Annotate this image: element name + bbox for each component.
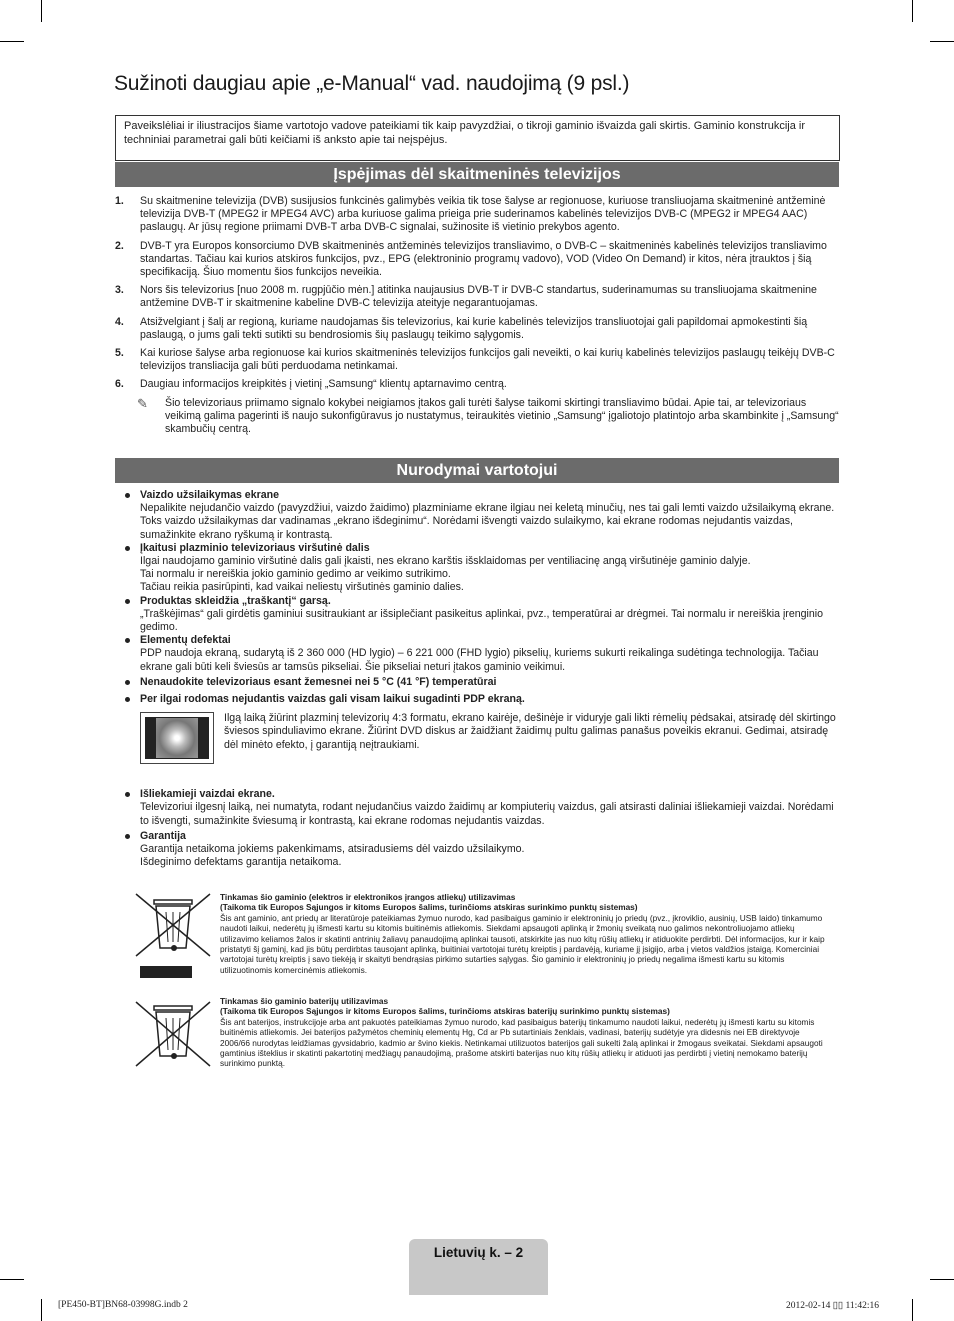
crop-mark [41,1299,42,1321]
bullet-icon [125,697,130,702]
list-item: Vaizdo užsilaikymas ekrane Nepalikite nejudančio vaizdo (pavyzdžiui, vaizdo žaidimo) plazminiame ekrane ilgiau nei keletą minučių, nes tai gali lemti vaizdo užsilaikymą ekrane. Toks vaizdo užsilaikymas dar vadinamas „ekrano išdeginimu“. Norėdami išvengti vaizdo sulaikymo, kai ekrane rodomas nejudantis vaizdas, sumažinkite ekrano ryškumą ir kontrastą. [115,489,839,542]
list-item: 1. Su skaitmenine televizija (DVB) susijusios funkcinės galimybės veikia tik tose šalyse ar regionuose, kuriuose transliuojama skaitmeninė antžeminė televizija DVB-T (MPEG2 ir MPEG4 AVC) arba kuriuose galima prieiga prie suderinamos kabelinės televizijos DVB-C (MPEG2 ir MPEG4 AAC) paslaugų. Ar jūsų regione priimami DVB-T arba DVB-C signalai, sužinosite iš vietinio prekybos agento. [115,195,826,234]
notice-box: Paveikslėliai ir iliustracijos šiame vartotojo vadove pateikiami tik kaip pavyzdžiai, o tikroji gaminio išvaizda gali skirtis. Gaminio konstrukcija ir techniniai parametrai gali būti keičiami iš anksto apie tai neįspėjus. [115,115,840,161]
crossed-bin-icon [130,890,216,982]
user-instructions-list [115,489,839,869]
page-number-tab: Lietuvių k. – 2 [409,1239,548,1295]
list-item: 5. Kai kuriose šalyse arba regionuose kai kurios skaitmeninės televizijos funkcijos gali neveikti, o kai kurių kabelinės televizijos paslaugų teikėjų DVB-C televizijos transliacija gali būti perduodama netinkamai. [115,347,835,373]
weee-battery-text: Tinkamas šio gaminio baterijų utilizavimas (Taikoma tik Europos Sąjungos ir kitoms Europos šalims, turinčioms atskiras baterijų surinkimo punktų sistemas) Šis ant baterijos, instrukcijoje arba ant pakuotės pateikiamas žymuo nurodo, kad pasibaigus baterijų tinkamumo naudoti laikui, nederėtų jų išmesti kartu su kitomis buitinėmis atliekomis. Jei baterijos pažymėtos cheminių elementų Hg, Cd ar Pb sutartiniais ženklais, vadinasi, baterijų sudėtyje yra didesnis nei EB direktyvoje 2006/66 nurodytas leidžiamas gyvsidabrio, kadmio ar švino kiekis. Netinkamai utilizuotos baterijos gali sukelti žalą aplinkai ir žmogaus sveikatai. Siekdami apsaugoti gamtinius išteklius ir skatinti pakartotinį medžiagų panaudojimą, prašome atskirti baterijas nuo kitų rūšių atliekų ir atiduoti jas perdirbti į vietinį nemokamo baterijų surinkimo punktą. [220,996,823,1069]
crop-mark [912,0,913,22]
list-item: Elementų defektai PDP naudoja ekraną, sudarytą iš 2 360 000 (HD lygio) – 6 221 000 (FHD lygio) pikselių, kuriems sukurti reikalinga sudėtinga technologija. Tačiau ekrane gali būti keli šviesūs ar tamsūs pikseliai. Šie pikseliai neturi įtakos gaminio veikimui. [115,634,839,674]
tv-burn-in-illustration [140,712,214,764]
list-item: 3. Nors šis televizorius [nuo 2008 m. rugpjūčio mėn.] atitinka naujausius DVB-T ir DVB-C standartus, suderinamumas su transliuojama skaitmenine antžemine DVB-T ir skaitmenine kabeline DVB-C televizija ateityje negarantuojamas. [115,284,817,310]
list-item: Produktas skleidžia „traškantį“ garsą. „Traškėjimas“ gali girdėtis gaminiui susitraukiant ar išsiplečiant pasikeitus aplinkai, pvz., temperatūrai ar drėgmei. Tai normalu ir nereiškia įrenginio gedimo. [115,595,839,635]
crossed-bin-battery-icon [130,1000,216,1070]
pencil-icon: ✎ [137,395,148,411]
list-item: Per ilgai rodomas nejudantis vaizdas gali visam laikui sugadinti PDP ekraną. [115,693,839,706]
bullet-icon [125,546,130,551]
bullet-icon [125,792,130,797]
bullet-icon [125,680,130,685]
digital-tv-warning-list [115,195,839,436]
section-heading-user-instructions: Nurodymai vartotojui [115,458,839,483]
bullet-icon [125,599,130,604]
crop-mark [0,1279,24,1280]
footer-file-name: [PE450-BT]BN68-03998G.indb 2 [58,1300,188,1310]
list-item: Įkaitusi plazminio televizoriaus viršutinė dalis Ilgai naudojamo gaminio viršutinė dalis gali įkaisti, nes ekrano karštis išsklaidomas per ventiliacinę angą viršutinėje gaminio dalyje. Tai normalu ir nereiškia jokio gaminio gedimo ar veikimo sutrikimo. Tačiau reikia pasirūpinti, kad vaikai neliestų viršutinės gaminio dalies. [115,542,839,595]
list-item: 6. Daugiau informacijos kreipkitės į vietinį „Samsung“ klientų aptarnavimo centrą. [115,378,507,391]
crop-mark [41,0,42,22]
list-item: Išliekamieji vaizdai ekrane. Televizoriui ilgesnį laiką, nei numatyta, rodant nejudančius vaizdo žaidimų ar kompiuterių vaizdus, gali atsirasti daliniai išliekamieji vaizdai. Norėdami to išvengti, sumažinkite šviesumą ir kontrastą, kai ekrane rodomas nejudantis vaizdas. [115,788,839,828]
crop-mark [930,1279,954,1280]
section-heading-digital-tv: Įspėjimas dėl skaitmeninės televizijos [115,162,839,187]
crop-mark [0,41,24,42]
list-item: 4. Atsižvelgiant į šalį ar regioną, kuriame naudojamas šis televizorius, kai kurie kabelinės televizijos transliuotojai gali papildomai apmokestinti šią paslaugą, o jums gali tekti sutikti su bendrosiomis šių paslaugų teikimo sąlygomis. [115,315,808,341]
crop-mark [912,1299,913,1321]
image-note: Ilgą laiką žiūrint plazminį televizorių 4:3 formatu, ekrano kairėje, dešinėje ir viduryje gali likti rėmelių pėdsakai, atsiradę dėl skirtingo šviesos spinduliavimo ekrane. Žiūrint DVD diskus ar žaidžiant žaidimų pultu galimas panašus poveikis ekranui. Gedimai, atsiradę dėl minėto efekto, į garantiją neįtraukiami. [140,712,839,774]
page-title: Sužinoti daugiau apie „e-Manual“ vad. naudojimą (9 psl.) [114,72,630,95]
crop-mark [930,41,954,42]
weee-product-text: Tinkamas šio gaminio (elektros ir elektronikos įrangos atliekų) utilizavimas (Taikoma tik Europos Sąjungos ir kitoms Europos šalims, turinčioms atskiras surinkimo punktų sistemas) Šis ant gaminio, ant priedų ar literatūroje pateikiamas žymuo nurodo, kad pasibaigus gaminio ir elektroninių jo priedų (pvz., įkroviklio, ausinių, USB laido) tinkamumo naudoti laikui, nederėtų jų išmesti kartu su kitomis buitinėmis atliekomis. Siekdami apsaugoti aplinką ir žmonių sveikatą nuo galimos nekontroliuojamo atliekų utilizavimo keliamos žalos ir skatinti antrinių žaliavų panaudojimą aplinkai tausoti, atskirkite jas nuo kitų rūšių atliekų ir atiduokite perdirbti. Dėl informacijos, kur ir kaip pristatyti šį gaminį, kad jis būtų perdirbtas tausojant aplinką, buitiniai vartotojai turėtų kreiptis į pardavėją, kuriame jį įsigijo, arba į vietos valdžios įstaigą. Komerciniai vartotojai turėtų kreiptis į savo tiekėją ir skaityti bendrąsias pirkimo sutarties sąlygas. Šio gaminio ir elektroninių jo priedų negalima išmesti kartu su kitomis utilizuotinomis komercinėmis atliekomis. [220,892,825,975]
bullet-icon [125,638,130,643]
footer-date: 2012-02-14 ▯▯ 11:42:16 [786,1301,879,1311]
bullet-icon [125,834,130,839]
bullet-icon [125,493,130,498]
list-item: 2. DVB-T yra Europos konsorciumo DVB skaitmeninės antžeminės televizijos transliavimo, o DVB-C – skaitmeninės kabelinės televizijos transliavimo standartas. Tačiau kai kurios atskiros funkcijos, pvz., EPG (elektroninio programų vadovo), VOD (Video On Demand) ir kitos, nėra įtrauktos į šią specifikaciją. Šiuo momentu šios funkcijos neveikia. [115,239,827,279]
list-item: Garantija Garantija netaikoma jokiems pakenkimams, atsiradusiems dėl vaizdo užsilaikymo. Išdeginimo defektams garantija netaikoma. [115,830,839,870]
list-item: Nenaudokite televizoriaus esant žemesnei nei 5 °C (41 °F) temperatūrai [115,676,839,689]
memo-note: ✎ Šio televizoriaus priimamo signalo kokybei neigiamos įtakos gali turėti šalyse taikomi skirtingi transliavimo būdai. Apie tai, ar televizoriaus veikimą galima pagerinti iš naujo sukonfigūravus jo nustatymus, teiraukitės vietinio „Samsung“ įgaliotojo platintojo arba skambinkite į „Samsung“ skambučių centrą. [137,395,839,436]
